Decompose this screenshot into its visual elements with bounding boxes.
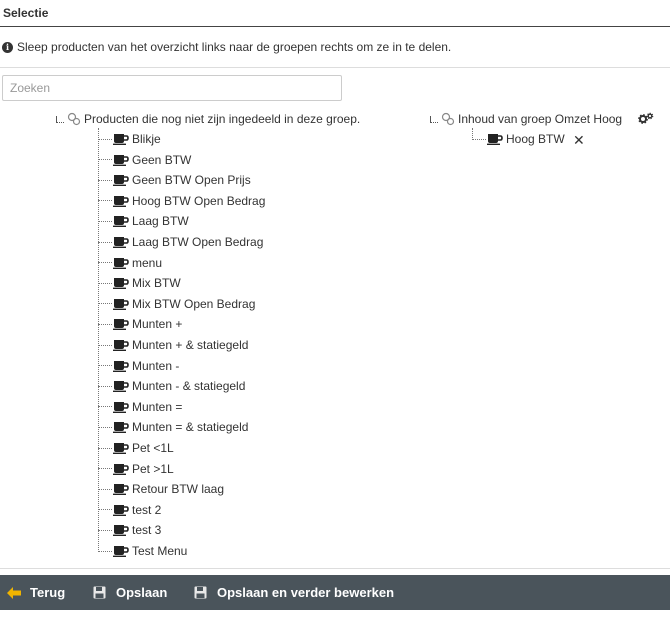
coffee-cup-icon	[113, 524, 129, 536]
tree-item-label: Mix BTW Open Bedrag	[132, 296, 256, 311]
tree-expander-icon[interactable]	[426, 111, 440, 127]
tree-item[interactable]	[98, 191, 265, 211]
tree-item[interactable]	[472, 129, 565, 149]
tree-item-label: Mix BTW	[132, 276, 181, 291]
tree-item[interactable]	[98, 541, 187, 561]
save-and-continue-button-label: Opslaan en verder bewerken	[217, 585, 395, 600]
coffee-cup-icon	[113, 298, 129, 310]
tree-item[interactable]	[98, 253, 162, 273]
gears-icon[interactable]	[638, 112, 654, 126]
coffee-cup-icon	[113, 421, 129, 433]
tree-connector	[98, 509, 112, 510]
coffee-cup-icon	[113, 380, 129, 392]
page-title: Selectie	[3, 6, 49, 20]
tree-connector	[98, 386, 112, 387]
tree-item[interactable]	[98, 520, 161, 540]
coffee-cup-icon	[113, 360, 129, 372]
tree-item[interactable]	[98, 335, 248, 355]
tree-connector	[98, 283, 112, 284]
coffee-cup-icon	[113, 318, 129, 330]
tree-connector	[98, 159, 112, 160]
tree-connector	[98, 530, 112, 531]
tree-connector	[98, 489, 112, 490]
coffee-cup-icon	[113, 463, 129, 475]
tree-item[interactable]	[98, 356, 179, 376]
info-message	[2, 39, 451, 55]
tree-connector	[98, 303, 112, 304]
tree-item[interactable]	[98, 376, 245, 396]
tree-item[interactable]	[98, 273, 181, 293]
tree-item[interactable]	[98, 397, 182, 417]
tree-item-label: Retour BTW laag	[132, 482, 225, 497]
tree-connector	[98, 448, 112, 449]
tree-item-label: Pet >1L	[132, 461, 174, 476]
tree-item[interactable]	[98, 314, 182, 334]
right-tree-root[interactable]	[426, 111, 622, 127]
coffee-cup-icon	[113, 133, 129, 145]
save-button[interactable]	[93, 575, 167, 610]
tree-item[interactable]	[98, 211, 189, 231]
tree-item-label: test 2	[132, 502, 162, 517]
tree-item[interactable]	[98, 479, 224, 499]
divider	[0, 568, 670, 569]
tree-connector	[472, 139, 486, 140]
tree-connector	[98, 139, 112, 140]
info-text: Sleep producten van het overzicht links naar de groepen rechts om ze in te delen.	[17, 40, 452, 54]
search-input[interactable]	[2, 75, 342, 101]
tree-item[interactable]	[98, 150, 191, 170]
floppy-disk-icon	[194, 586, 208, 600]
left-tree-root-label: Producten die nog niet zijn ingedeeld in deze groep.	[84, 112, 361, 126]
tree-item-label: Laag BTW	[132, 214, 189, 229]
tree-item-label: Hoog BTW Open Bedrag	[132, 193, 266, 208]
tree-connector	[98, 180, 112, 181]
close-icon[interactable]: ✕	[573, 132, 585, 148]
tree-item-label: Test Menu	[132, 544, 188, 558]
tree-item-label: Munten = & statiegeld	[132, 420, 249, 435]
tree-item[interactable]	[98, 170, 251, 190]
coffee-cup-icon	[113, 545, 129, 557]
tree-item[interactable]	[98, 459, 174, 479]
coffee-cup-icon	[113, 236, 129, 248]
coffee-cup-icon	[113, 442, 129, 454]
arrow-left-icon	[7, 586, 21, 600]
tree-item-label: Pet <1L	[132, 441, 174, 455]
tree-item-label: Blikje	[132, 132, 161, 146]
tree-connector	[98, 427, 112, 428]
tree-connector	[98, 345, 112, 346]
coffee-cup-icon	[113, 257, 129, 269]
info-circle-icon: i	[2, 42, 13, 53]
tree-item-label: Laag BTW Open Bedrag	[132, 235, 264, 249]
tree-item-label: menu	[132, 255, 163, 270]
tree-item[interactable]	[98, 294, 255, 314]
tree-item-label: Geen BTW	[132, 152, 192, 167]
coffee-cup-icon	[113, 174, 129, 186]
save-button-label: Opslaan	[116, 585, 168, 600]
tree-item[interactable]	[98, 500, 161, 520]
tree-item-label: Hoog BTW	[506, 132, 565, 146]
tree-item-label: Munten -	[132, 358, 180, 373]
divider	[0, 67, 670, 68]
tree-item-label: test 3	[132, 523, 162, 538]
right-tree-root-label: Inhoud van groep Omzet Hoog	[458, 112, 623, 126]
footer-toolbar	[0, 575, 670, 610]
tree-item[interactable]	[98, 232, 263, 252]
tree-connector	[98, 468, 112, 469]
tree-connector	[98, 242, 112, 243]
tree-connector	[98, 324, 112, 325]
tree-item[interactable]	[98, 129, 161, 149]
tree-item-label: Geen BTW Open Prijs	[132, 173, 251, 188]
tree-connector	[98, 262, 112, 263]
coffee-cup-icon	[113, 401, 129, 413]
coffee-cup-icon	[113, 277, 129, 289]
tree-connector	[98, 200, 112, 201]
coffee-cup-icon	[113, 215, 129, 227]
back-button[interactable]	[7, 575, 65, 610]
tree-item-label: Munten =	[132, 399, 183, 414]
tree-node-icon	[441, 112, 455, 126]
tree-item[interactable]	[98, 417, 248, 437]
tree-item-label: Munten +	[132, 317, 183, 332]
coffee-cup-icon	[113, 483, 129, 495]
coffee-cup-icon	[487, 133, 503, 145]
tree-item-label: Munten + & statiegeld	[132, 338, 249, 352]
tree-expander-icon[interactable]	[52, 111, 66, 127]
coffee-cup-icon	[113, 504, 129, 516]
coffee-cup-icon	[113, 154, 129, 166]
left-tree-root[interactable]	[52, 111, 360, 127]
save-and-continue-button[interactable]	[194, 575, 394, 610]
back-button-label: Terug	[30, 585, 66, 600]
coffee-cup-icon	[113, 195, 129, 207]
tree-connector	[98, 406, 112, 407]
floppy-disk-icon	[93, 586, 107, 600]
tree-connector	[98, 551, 112, 552]
tree-item[interactable]	[98, 438, 174, 458]
tree-connector	[98, 221, 112, 222]
coffee-cup-icon	[113, 339, 129, 351]
tree-node-icon	[67, 112, 81, 126]
tree-connector	[98, 365, 112, 366]
tree-item-label: Munten - & statiegeld	[132, 379, 246, 394]
page-header	[0, 0, 670, 27]
